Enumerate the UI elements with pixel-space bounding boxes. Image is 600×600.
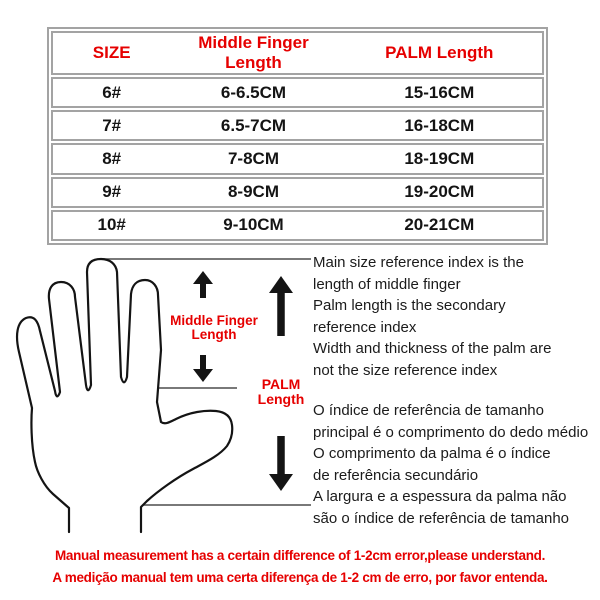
cell-palm: 19-20CM <box>404 182 475 202</box>
disclaimer <box>0 545 600 588</box>
cell-finger: 8-9CM <box>227 182 279 202</box>
column-header-finger: Middle Finger Length <box>198 33 309 72</box>
table-row <box>51 143 544 174</box>
disclaimer-en: Manual measurement has a certain difference of 1-2cm error,please understand. <box>54 548 546 563</box>
note-line: são o índice de referência de tamanho <box>313 509 570 527</box>
column-header-palm: PALM Length <box>385 43 494 62</box>
cell-finger: 7-8CM <box>227 149 279 168</box>
disclaimer-pt: A medição manual tem uma certa diferença de 1-2 cm de erro, por favor entenda. <box>52 569 548 585</box>
cell-finger: 6.5-7CM <box>220 115 287 135</box>
middle-finger-label-line2: Length <box>191 326 237 342</box>
note-line: de referência secundário <box>313 466 479 484</box>
middle-finger-label-line1: Middle Finger <box>170 313 258 328</box>
note-line: Palm length is the secondary <box>313 297 506 315</box>
palm-label-line1: PALM <box>261 376 301 392</box>
notes-english <box>313 252 600 382</box>
middle-finger-up-arrow-icon <box>193 271 213 298</box>
cell-size: 10# <box>97 215 126 235</box>
hand-outline-icon <box>17 259 232 532</box>
table-row <box>51 110 544 141</box>
middle-finger-length-label <box>149 314 279 341</box>
column-header-size: SIZE <box>92 43 131 62</box>
notes-portuguese <box>313 400 600 530</box>
palm-length-label <box>237 377 325 406</box>
note-line: A largura e a espessura da palma não <box>313 488 567 506</box>
cell-palm: 15-16CM <box>404 82 475 102</box>
note-line: principal é o comprimento do dedo médio <box>313 423 589 441</box>
palm-label-line2: Length <box>257 390 305 407</box>
note-line: Main size reference index is the <box>313 254 524 271</box>
cell-size: 6# <box>102 82 122 102</box>
cell-size: 9# <box>102 182 122 202</box>
cell-size: 7# <box>102 115 122 135</box>
middle-finger-down-arrow-icon <box>193 355 213 382</box>
cell-palm: 16-18CM <box>404 115 475 135</box>
note-line: Width and thickness of the palm are <box>313 340 552 358</box>
table-row <box>51 210 544 241</box>
cell-palm: 18-19CM <box>404 149 475 168</box>
note-line: reference index <box>313 318 417 336</box>
size-table <box>47 27 548 245</box>
note-line: length of middle finger <box>313 275 461 293</box>
cell-palm: 20-21CM <box>404 215 475 235</box>
cell-finger: 9-10CM <box>223 215 284 235</box>
note-line: not the size reference index <box>313 361 498 379</box>
note-line: O índice de referência de tamanho <box>313 402 544 419</box>
palm-down-arrow-icon <box>269 436 293 491</box>
table-row <box>51 177 544 208</box>
table-row <box>51 77 544 108</box>
cell-finger: 6-6.5CM <box>220 82 287 102</box>
note-line: O comprimento da palma é o índice <box>313 445 551 463</box>
table-header-row <box>51 31 544 75</box>
cell-size: 8# <box>102 149 122 168</box>
